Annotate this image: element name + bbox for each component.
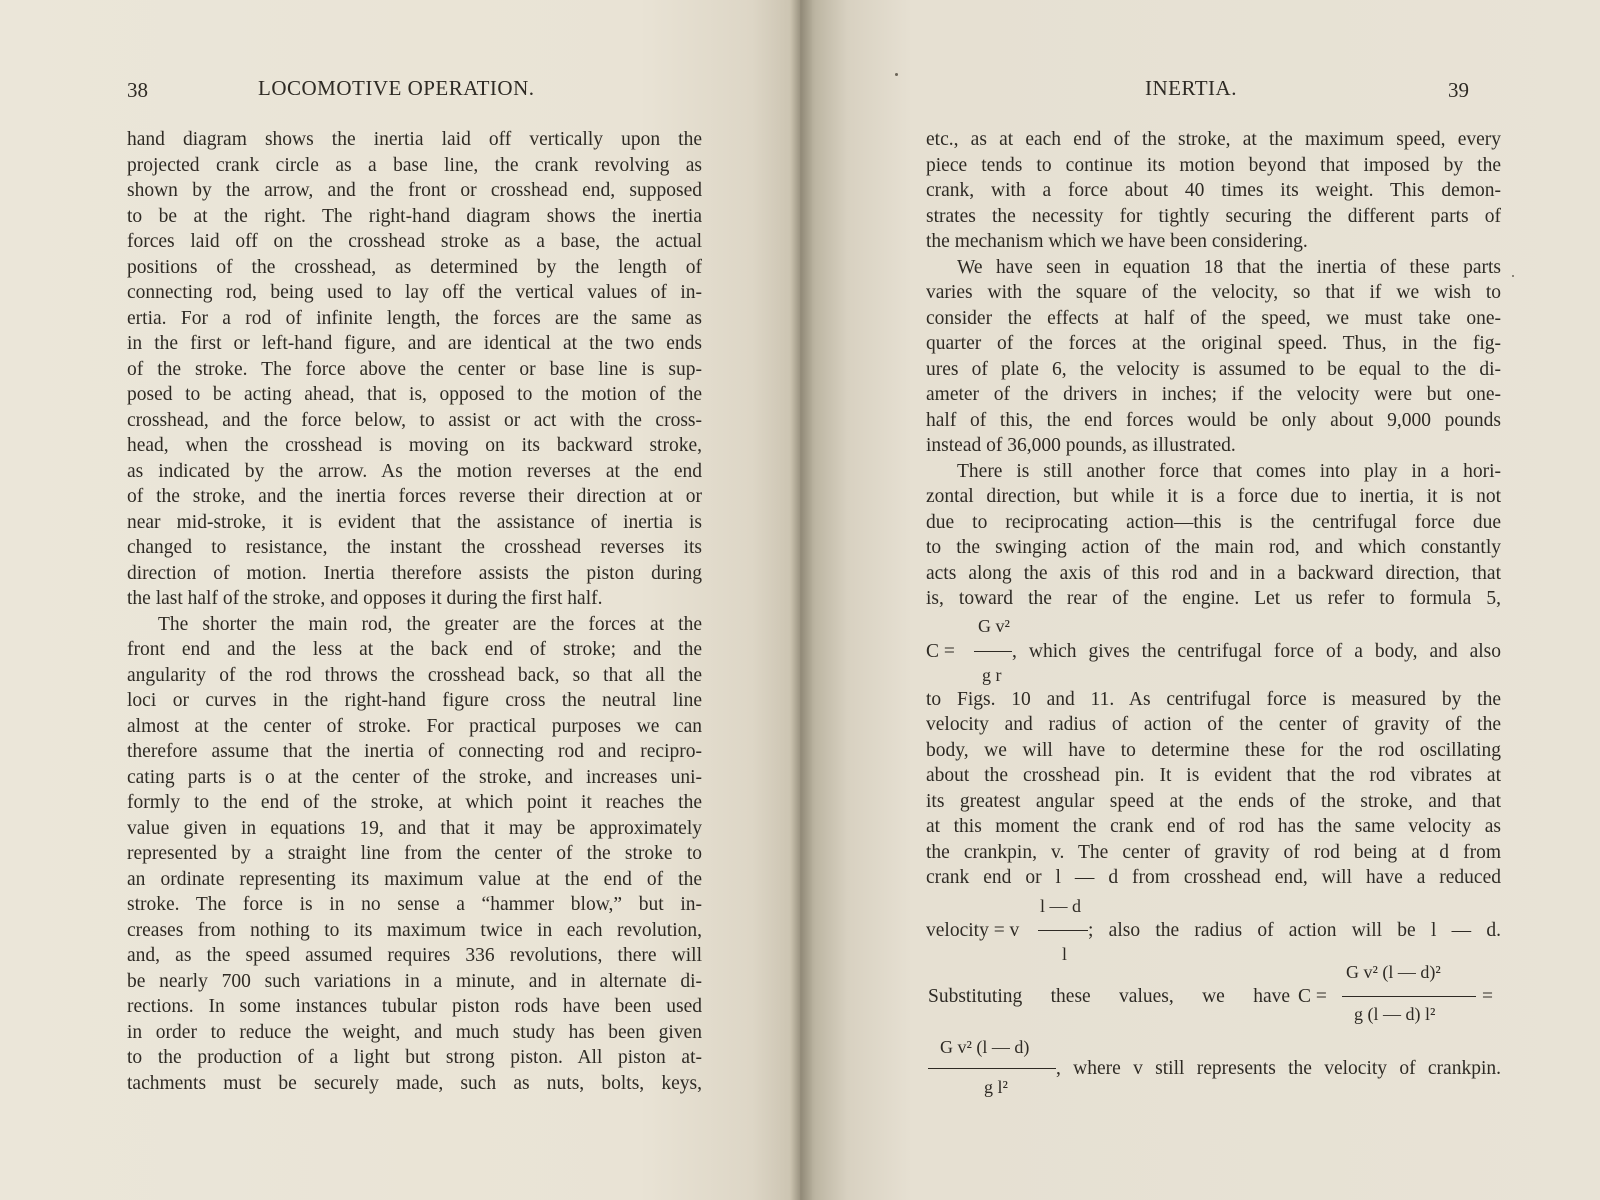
- text-line: stroke. The force is in no sense a “hammer blow,” but in-: [127, 894, 702, 915]
- paper-speck: [895, 73, 898, 76]
- text-line: direction of motion. Inertia therefore assists the piston during: [127, 562, 702, 584]
- fraction-bar: [1342, 996, 1476, 997]
- right-running-head: INERTIA.: [1145, 76, 1237, 100]
- left-running-head: LOCOMOTIVE OPERATION.: [258, 76, 535, 100]
- text-line: an ordinate representing its maximum value at the end of the: [127, 868, 702, 890]
- text-line: to Figs. 10 and 11. As centrifugal force is measured by the: [926, 688, 1501, 710]
- right-page: [800, 0, 1600, 1200]
- text-line: crank, with a force about 40 times its weight. This demon-: [926, 180, 1501, 201]
- text-line: near mid-stroke, it is evident that the assistance of inertia is: [127, 511, 702, 533]
- text-line: cating parts is o at the center of the stroke, and increases uni-: [127, 766, 702, 788]
- text-line: ures of plate 6, the velocity is assumed to be equal to the di-: [926, 358, 1501, 380]
- text-line: There is still another force that comes into play in a hori-: [957, 460, 1501, 482]
- text-line: due to reciprocating action—this is the centrifugal force due: [926, 511, 1501, 533]
- book-gutter: [790, 0, 812, 1200]
- formula-numerator: G v² (l — d): [940, 1036, 1030, 1057]
- text-line: of the stroke. The force above the center or base line is sup-: [127, 358, 702, 380]
- text-line: its greatest angular speed at the ends of the stroke, and that: [926, 790, 1501, 812]
- text-line: as indicated by the arrow. As the motion reverses at the end: [127, 460, 702, 482]
- formula-velocity: [926, 891, 1501, 967]
- text-line: We have seen in equation 18 that the inertia of these parts: [957, 256, 1501, 278]
- text-line: creases from nothing to its maximum twice in each revolution,: [127, 919, 702, 941]
- formula-numerator: l — d: [1040, 895, 1082, 916]
- text-line: half of this, the end forces would be only about 9,000 pounds: [926, 409, 1501, 431]
- formula-lhs: velocity = v: [926, 919, 1020, 941]
- text-line: body, we will have to determine these for the rod oscillating: [926, 739, 1501, 761]
- text-line: piece tends to continue its motion beyond that imposed by the: [926, 154, 1501, 176]
- formula-tail: ; also the radius of action will be l — d.: [1088, 919, 1501, 941]
- text-line: the last half of the stroke, and opposes it during the first half.: [127, 588, 603, 609]
- fraction-bar: [1038, 930, 1088, 931]
- fraction-bar: [928, 1068, 1056, 1069]
- formula-denominator: g l²: [984, 1076, 1008, 1097]
- text-line: loci or curves in the right-hand figure cross the neutral line: [127, 690, 702, 711]
- formula-centrifugal: [926, 612, 1501, 687]
- text-line: positions of the crosshead, as determined by the length of: [127, 256, 702, 278]
- text-line: etc., as at each end of the stroke, at the maximum speed, every: [926, 129, 1501, 150]
- formula-equals: =: [1482, 985, 1493, 1007]
- text-line: to the production of a light but strong piston. All piston at-: [127, 1047, 702, 1068]
- text-line: strates the necessity for tightly securing the different parts of: [926, 205, 1501, 227]
- text-line: crank end or l — d from crosshead end, will have a reduced: [926, 867, 1501, 888]
- left-page-number: 38: [127, 78, 148, 102]
- text-line: almost at the center of stroke. For practical purposes we can: [127, 715, 702, 737]
- formula-tail: , where v still represents the velocity of crankpin.: [1056, 1057, 1501, 1079]
- text-line: of the stroke, and the inertia forces reverse their direction at or: [127, 486, 702, 507]
- left-body-text: [127, 127, 702, 1096]
- text-line: rections. In some instances tubular piston rods have been used: [127, 996, 702, 1017]
- formula-result: [926, 1033, 1501, 1113]
- text-line: instead of 36,000 pounds, as illustrated.: [926, 435, 1236, 456]
- text-line: therefore assume that the inertia of connecting rod and recipro-: [127, 741, 702, 762]
- paper-speck: [1512, 275, 1514, 277]
- text-line: ameter of the drivers in inches; if the velocity were but one-: [926, 384, 1501, 405]
- right-body-text: [926, 127, 1501, 1113]
- text-line: angularity of the rod throws the crosshead back, so that all the: [127, 664, 702, 686]
- text-line: to be at the right. The right-hand diagram shows the inertia: [127, 205, 702, 227]
- text-line: forces laid off on the crosshead stroke as a base, the actual: [127, 231, 702, 252]
- text-line: in order to reduce the weight, and much study has been given: [127, 1021, 702, 1043]
- formula-denominator: l: [1062, 943, 1068, 964]
- text-line: zontal direction, but while it is a force due to inertia, it is not: [926, 486, 1501, 507]
- text-line: quarter of the forces at the original speed. Thus, in the fig-: [926, 333, 1501, 354]
- formula-numerator: G v² (l — d)²: [1346, 961, 1441, 982]
- text-line: posed to be acting ahead, that is, opposed to the motion of the: [127, 384, 702, 405]
- text-line: connecting rod, being used to lay off the vertical values of in-: [127, 282, 702, 303]
- text-line: to the swinging action of the main rod, and which constantly: [926, 537, 1501, 558]
- text-line: changed to resistance, the instant the crosshead reverses its: [127, 537, 702, 558]
- text-line: in the first or left-hand figure, and are identical at the two ends: [127, 333, 702, 354]
- text-line: ertia. For a rod of infinite length, the forces are the same as: [127, 307, 702, 329]
- text-line: at this moment the crank end of rod has the same velocity as: [926, 816, 1501, 837]
- text-line: The shorter the main rod, the greater are the forces at the: [158, 613, 702, 635]
- formula-lhs: C =: [1298, 985, 1327, 1007]
- text-line: head, when the crosshead is moving on its backward stroke,: [127, 435, 702, 456]
- text-line: crosshead, and the force below, to assist or act with the cross-: [127, 409, 702, 431]
- fraction-bar: [974, 651, 1012, 652]
- text-line: consider the effects at half of the speed, we must take one-: [926, 307, 1501, 329]
- text-line: is, toward the rear of the engine. Let us refer to formula 5,: [926, 588, 1501, 609]
- text-line: front end and the less at the back end of stroke; and the: [127, 639, 702, 660]
- text-line: tachments must be securely made, such as nuts, bolts, keys,: [127, 1072, 702, 1094]
- text-line: and, as the speed assumed requires 336 revolutions, there will: [127, 945, 702, 966]
- text-line: hand diagram shows the inertia laid off vertically upon the: [127, 129, 702, 150]
- text-line: shown by the arrow, and the front or crosshead end, supposed: [127, 180, 702, 201]
- text-line: varies with the square of the velocity, so that if we wish to: [926, 282, 1501, 303]
- text-line: value given in equations 19, and that it may be approximately: [127, 817, 702, 839]
- formula-tail: , which gives the centrifugal force of a body, and also: [1012, 640, 1501, 662]
- formula-lhs: C =: [926, 640, 955, 662]
- text-line: formly to the end of the stroke, at which point it reaches the: [127, 792, 702, 813]
- text-line: projected crank circle as a base line, the crank revolving as: [127, 154, 702, 176]
- text-line: the crankpin, v. The center of gravity of rod being at d from: [926, 841, 1501, 863]
- text-line: about the crosshead pin. It is evident that the rod vibrates at: [926, 765, 1501, 786]
- right-page-number: 39: [1448, 78, 1469, 102]
- formula-lead: Substituting these values, we have: [928, 985, 1290, 1007]
- text-line: acts along the axis of this rod and in a backward direction, that: [926, 562, 1501, 584]
- formula-denominator: g (l — d) l²: [1354, 1003, 1436, 1024]
- text-line: represented by a straight line from the center of the stroke to: [127, 843, 702, 864]
- text-line: be nearly 700 such variations in a minute, and in alternate di-: [127, 970, 702, 992]
- formula-denominator: g r: [982, 664, 1002, 685]
- formula-substitution: [926, 961, 1501, 1033]
- text-line: the mechanism which we have been considering.: [926, 231, 1308, 252]
- formula-numerator: G v²: [978, 615, 1010, 636]
- text-line: velocity and radius of action of the center of gravity of the: [926, 714, 1501, 735]
